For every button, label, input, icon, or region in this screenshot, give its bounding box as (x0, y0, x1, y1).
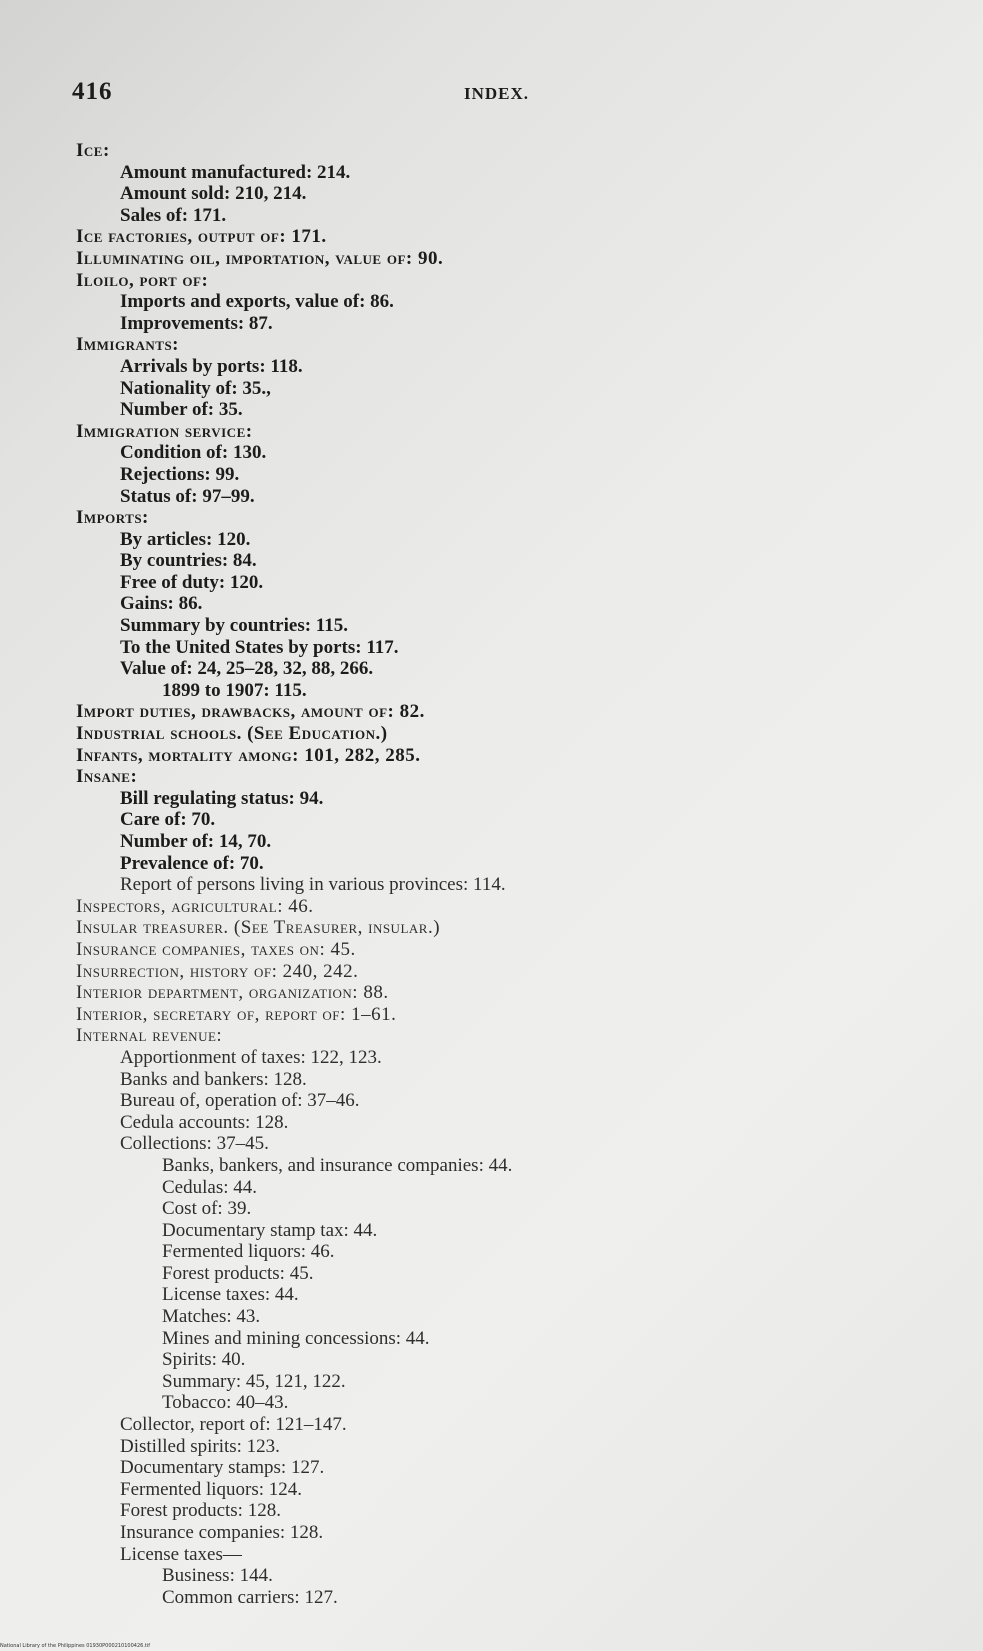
index-subsubentry: Banks, bankers, and insurance companies: 44. (162, 1154, 513, 1176)
index-heading: Import duties, drawbacks, amount of: 82. (76, 701, 425, 723)
index-subentry: License taxes— (120, 1543, 242, 1565)
index-heading: Insurance companies, taxes on: 45. (76, 938, 356, 960)
index-subentry: Summary by countries: 115. (120, 615, 348, 637)
running-head: INDEX. (464, 84, 530, 103)
index-subentry: Nationality of: 35., (120, 377, 271, 399)
index-subentry: Care of: 70. (120, 809, 216, 831)
index-subentry: By countries: 84. (120, 550, 257, 572)
index-subentry: Collections: 37–45. (120, 1133, 269, 1155)
index-heading: Interior department, organization: 88. (76, 982, 389, 1004)
index-subentry: Report of persons living in various provinces: 114. (120, 874, 506, 896)
index-subentry: Documentary stamps: 127. (120, 1457, 325, 1479)
index-subentry: Improvements: 87. (120, 312, 273, 334)
index-subentry: Value of: 24, 25–28, 32, 88, 266. (120, 658, 374, 680)
index-subsubentry: Business: 144. (162, 1565, 273, 1587)
index-subentry: Gains: 86. (120, 593, 203, 615)
index-subentry: Insurance companies: 128. (120, 1522, 324, 1543)
index-subsubentry: Documentary stamp tax: 44. (162, 1219, 378, 1241)
index-subentry: Number of: 14, 70. (120, 831, 272, 852)
index-subentry: Amount sold: 210, 214. (120, 183, 307, 205)
index-subentry: Apportionment of taxes: 122, 123. (120, 1046, 382, 1068)
index-subentry: Bureau of, operation of: 37–46. (120, 1090, 360, 1112)
index-subsubentry: Cedulas: 44. (162, 1176, 257, 1198)
index-subentry: Fermented liquors: 124. (120, 1478, 303, 1500)
index-subentry: Arrivals by ports: 118. (120, 355, 303, 377)
index-subentry: Bill regulating status: 94. (120, 787, 324, 809)
index-subentry: By articles: 120. (120, 528, 251, 550)
index-list (76, 140, 676, 1608)
index-subsubentry: Mines and mining concessions: 44. (162, 1327, 430, 1349)
index-subentry: Condition of: 130. (120, 442, 267, 464)
index-heading: Illuminating oil, importation, value of: 90. (76, 247, 444, 269)
index-subentry: Sales of: 171. (120, 204, 227, 226)
index-heading: Internal revenue: (76, 1025, 223, 1047)
index-heading: Insular treasurer. (See Treasurer, insular.) (76, 917, 441, 939)
index-subentry: Number of: 35. (120, 399, 243, 421)
index-subentry: Banks and bankers: 128. (120, 1068, 307, 1090)
index-heading: Interior, secretary of, report of: 1–61. (76, 1003, 397, 1025)
index-subentry: Status of: 97–99. (120, 485, 255, 507)
index-subsubentry: Common carriers: 127. (162, 1586, 338, 1608)
index-subsubentry: Tobacco: 40–43. (162, 1392, 289, 1414)
index-heading: Immigration service: (76, 420, 253, 442)
index-heading: Iloilo, port of: (76, 269, 209, 291)
index-heading: Ice factories, output of: 171. (76, 226, 327, 248)
index-subentry: Collector, report of: 121–147. (120, 1414, 347, 1436)
index-heading: Industrial schools. (See Education.) (76, 723, 388, 745)
index-heading: Insane: (76, 766, 138, 788)
index-subsubentry: Forest products: 45. (162, 1262, 314, 1284)
index-heading: Insurrection, history of: 240, 242. (76, 960, 359, 982)
index-subentry: Cedula accounts: 128. (120, 1111, 289, 1133)
index-subentry: Imports and exports, value of: 86. (120, 291, 394, 313)
archive-stamp: National Library of the Philippines 01930P000210100426.tif (0, 1643, 151, 1649)
index-subentry: Amount manufactured: 214. (120, 161, 351, 183)
index-subsubentry: Spirits: 40. (162, 1349, 246, 1371)
page-number: 416 (72, 78, 113, 105)
index-subentry: Distilled spirits: 123. (120, 1435, 280, 1457)
index-subentry: Rejections: 99. (120, 463, 240, 485)
index-subsubentry: License taxes: 44. (162, 1284, 299, 1306)
index-subentry: To the United States by ports: 117. (120, 636, 399, 658)
index-heading: Inspectors, agricultural: 46. (76, 895, 314, 917)
index-subentry: Prevalence of: 70. (120, 852, 264, 874)
index-subsubentry: 1899 to 1907: 115. (162, 679, 307, 701)
index-heading: Immigrants: (76, 334, 179, 356)
index-subentry: Forest products: 128. (120, 1500, 281, 1522)
index-subsubentry: Cost of: 39. (162, 1198, 252, 1220)
index-heading: Imports: (76, 507, 149, 529)
index-subsubentry: Matches: 43. (162, 1306, 261, 1328)
index-subsubentry: Fermented liquors: 46. (162, 1241, 335, 1263)
index-heading: Ice: (76, 140, 110, 161)
index-subentry: Free of duty: 120. (120, 571, 264, 593)
index-heading: Infants, mortality among: 101, 282, 285. (76, 744, 421, 766)
page-header (72, 78, 552, 118)
index-subsubentry: Summary: 45, 121, 122. (162, 1370, 346, 1392)
